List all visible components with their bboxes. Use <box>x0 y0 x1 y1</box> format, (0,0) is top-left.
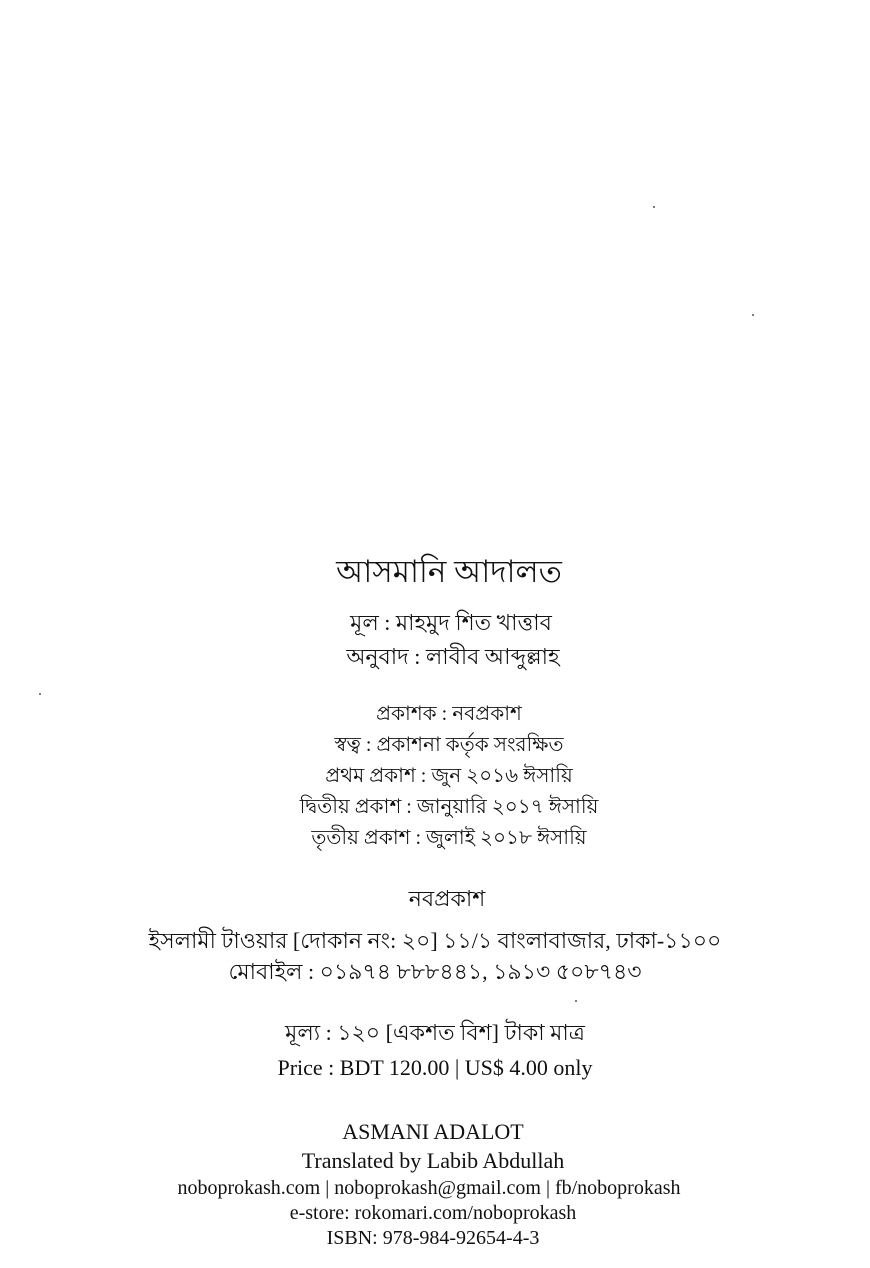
copyright-line: স্বত্ব : প্রকাশনা কর্তৃক সংরক্ষিত <box>334 734 564 756</box>
scan-speck <box>653 206 655 208</box>
author-line: মূল : মাহমুদ শিত খাত্তাব <box>350 610 552 635</box>
translated-by: Translated by Labib Abdullah <box>301 1148 565 1173</box>
publisher-name: নবপ্রকাশ <box>408 886 486 911</box>
price-english: Price : BDT 120.00 | US$ 4.00 only <box>277 1055 593 1080</box>
book-title-bangla: আসমানি আদালত <box>336 554 562 589</box>
publisher-mobile: মোবাইল : ০১৯৭৪ ৮৮৮৪৪১, ১৯১৩ ৫০৮৭৪৩ <box>228 959 642 984</box>
price-bangla: মূল্য : ১২০ [একশত বিশ] টাকা মাত্র <box>285 1020 585 1045</box>
publisher-address: ইসলামী টাওয়ার [দোকান নং: ২০] ১১/১ বাংলাবাজার, ঢাকা-১১০০ <box>148 928 722 953</box>
third-edition-line: তৃতীয় প্রকাশ : জুলাই ২০১৮ ঈসায়ি <box>311 827 587 849</box>
scan-speck <box>39 693 41 695</box>
translator-line: অনুবাদ : লাবীব আব্দুল্লাহ <box>346 644 560 669</box>
scan-speck <box>752 314 754 316</box>
english-title: ASMANI ADALOT <box>342 1119 524 1144</box>
second-edition-line: দ্বিতীয় প্রকাশ : জানুয়ারি ২০১৭ ঈসায়ি <box>299 796 599 818</box>
isbn: ISBN: 978-984-92654-4-3 <box>326 1227 540 1249</box>
estore-link: e-store: rokomari.com/noboprokash <box>289 1202 577 1224</box>
contact-links: noboprokash.com | noboprokash@gmail.com | fb/noboprokash <box>177 1177 681 1199</box>
scan-speck <box>575 1000 577 1002</box>
publisher-line: প্রকাশক : নবপ্রকাশ <box>376 703 522 725</box>
first-edition-line: প্রথম প্রকাশ : জুন ২০১৬ ঈসায়ি <box>325 765 573 787</box>
